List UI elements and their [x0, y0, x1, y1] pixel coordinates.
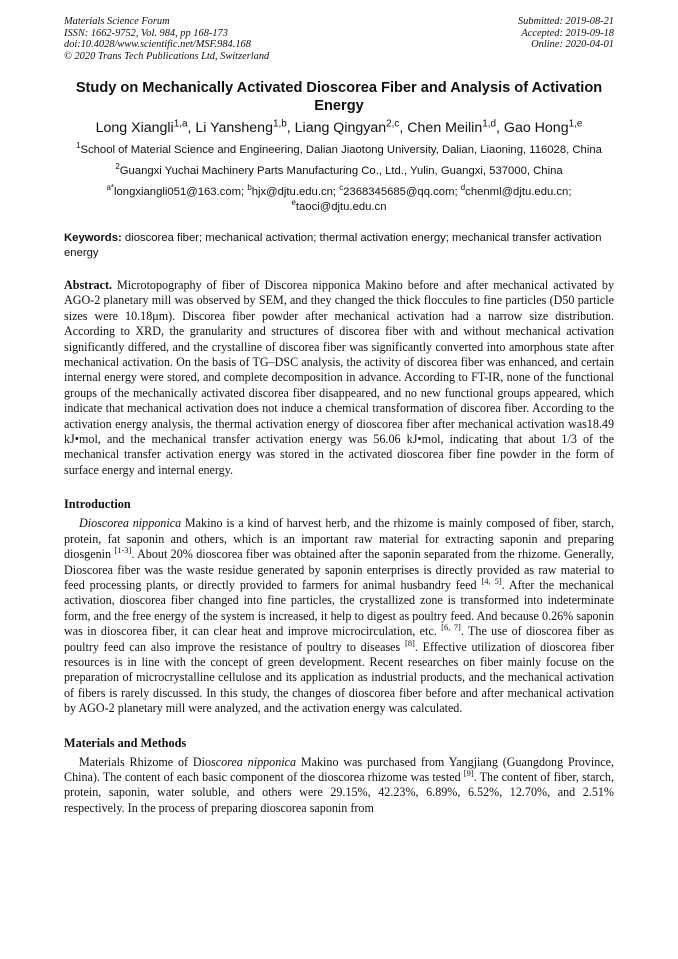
section-heading-methods: Materials and Methods [64, 735, 187, 750]
journal-header [64, 16, 614, 62]
citation: [1-3] [114, 545, 132, 556]
author: Chen Meilin$^{1,d}$ [407, 118, 497, 136]
author: Gao Hong$^{1,e}$ [503, 118, 583, 136]
introduction-paragraph: Dioscorea nipponica Makino is a kind of harvest herb, and the rhizome is mainly composed of fiber, starch, protein, fat saponin and others, which is an important raw material for extracting saponin and preparing diosgenin [1-3]. About 20% dioscorea fiber was obtained after the saponin separated from the rhizome. Generally, Dioscorea fiber was the waste residue generated by saponin enterprises is directly provided as raw material to feed processing plants, or directly provided to farmers for animal husbandry feed [4, 5]. After the mechanical activation, dioscorea fiber changed into fine particles, the crystallized zone is transformed into indeterminate form, and the free energy of the system is increased, it help to digest as poultry feed. And because 0.26% saponin was in dioscorea fiber, it can clear heat and improve microcirculation, etc. [6, 7]. The use of dioscorea fiber as poultry feed can also improve the resistance of poultry to diseases [8]. Effective utilization of dioscorea fiber resources is in line with the concept of green development. Recent researches on fiber mainly focuse on the preparation of microcrystalline cellulose and its application as industrial products, and the mechanical activation of fibers is rarely discussed. In this study, the changes of dioscorea fiber before and after mechanical activation by AGO-2 planetary mill were analyzed, and the activation energy was calculated. [64, 516, 615, 716]
journal-info [64, 16, 269, 62]
author: Li Yansheng$^{1,b}$ [195, 118, 287, 136]
affiliation-2: $^2$Guangxi Yuchai Machinery Parts Manufacturing Co., Ltd., Yulin, Guangxi, 537000, China [115, 162, 563, 177]
citation: [4, 5] [481, 575, 502, 586]
paper-page [64, 16, 614, 816]
citation: [6, 7] [441, 622, 461, 633]
journal-issn: ISSN: 1662-9752, Vol. 984, pp 168-173 [64, 27, 228, 39]
author-emails: $^{a*}$longxiangli051@163.com; $^b$hjx@djtu.edu.cn; $^c$2368345685@qq.com; $^d$chenml@djtu.edu.cn; $^e$taoci@djtu.edu.cn [106, 183, 572, 213]
accepted-date: Accepted: 2019-09-18 [521, 27, 614, 39]
online-date: Online: 2020-04-01 [531, 39, 614, 50]
paper-title: Study on Mechanically Activated Dioscorea Fiber and Analysis of Activation Energy [75, 80, 603, 114]
citation: [9] [463, 767, 474, 778]
citation: [8] [405, 637, 415, 648]
journal-doi: doi:10.4028/www.scientific.net/MSF.984.168 [64, 39, 251, 50]
author-list: Long Xiangli$^{1,a}$, Li Yansheng$^{1,b}$, Liang Qingyan$^{2,c}$, Chen Meilin$^{1,d}$, Gao Hong$^{1,e}$ [95, 118, 583, 136]
abstract: Abstract. Microtopography of fiber of Discorea nipponica Makino before and after mechanical activated by AGO-2 planetary mill was observed by SEM, and they changed the thick floccules to fine particles (D50 particle sizes were 10.18μm). Discorea fiber powder after mechanical activation had a narrow size distribution. According to XRD, the granularity and structures of discorea fiber with and without mechanical activation significantly differed, and the crystalline of discorea fiber was significantly converted into amorphous state after mechanical activation. On the basis of TG–DSC analysis, the activity of discorea fiber was enhanced, and certain internal energy were stored, and complete decomposition in advance. According to FT-IR, none of the functional groups of the mechanically activated discorea fiber disappeared, and no new functional groups appeared, which indicate that mechanical activation does not induce a chemical transformation of discorea fiber. According to the activation energy analysis, the thermal activation energy of dioscorea fiber after mechanical activation was18.49 kJ•mol, and the mechanical transfer activation energy was 56.06 kJ•mol, indicating that about 1/3 of the mechanical transfer activation energy was stored in the activated dioscorea fiber fine powder in the form of surface energy and internal energy. [64, 278, 614, 477]
author: Liang Qingyan$^{2,c}$ [294, 118, 400, 136]
methods-paragraph: Materials Rhizome of Dioscorea nipponica Makino was purchased from Yangjiang (Guangdong Province, China). The content of each basic component of the dioscorea rhizome was tested [9]. The content of fiber, starch, protein, saponin, water soluble, and others were 29.15%, 42.23%, 6.89%, 6.52%, 12.70%, and 2.51% respectively. In the process of preparing dioscorea saponin from [64, 754, 614, 815]
journal-name: Materials Science Forum [64, 16, 170, 27]
submission-dates [518, 16, 614, 62]
affiliation-1: $^1$School of Material Science and Engineering, Dalian Jiaotong University, Dalian, Liaoning, 116028, China [76, 141, 602, 156]
keywords: Keywords: dioscorea fiber; mechanical activation; thermal activation energy; mechanical transfer activation energy [64, 232, 602, 259]
section-heading-introduction: Introduction [64, 497, 131, 512]
author: Long Xiangli$^{1,a}$ [95, 118, 188, 136]
journal-copyright: © 2020 Trans Tech Publications Ltd, Switzerland [64, 50, 270, 62]
submitted-date: Submitted: 2019-08-21 [517, 16, 614, 27]
